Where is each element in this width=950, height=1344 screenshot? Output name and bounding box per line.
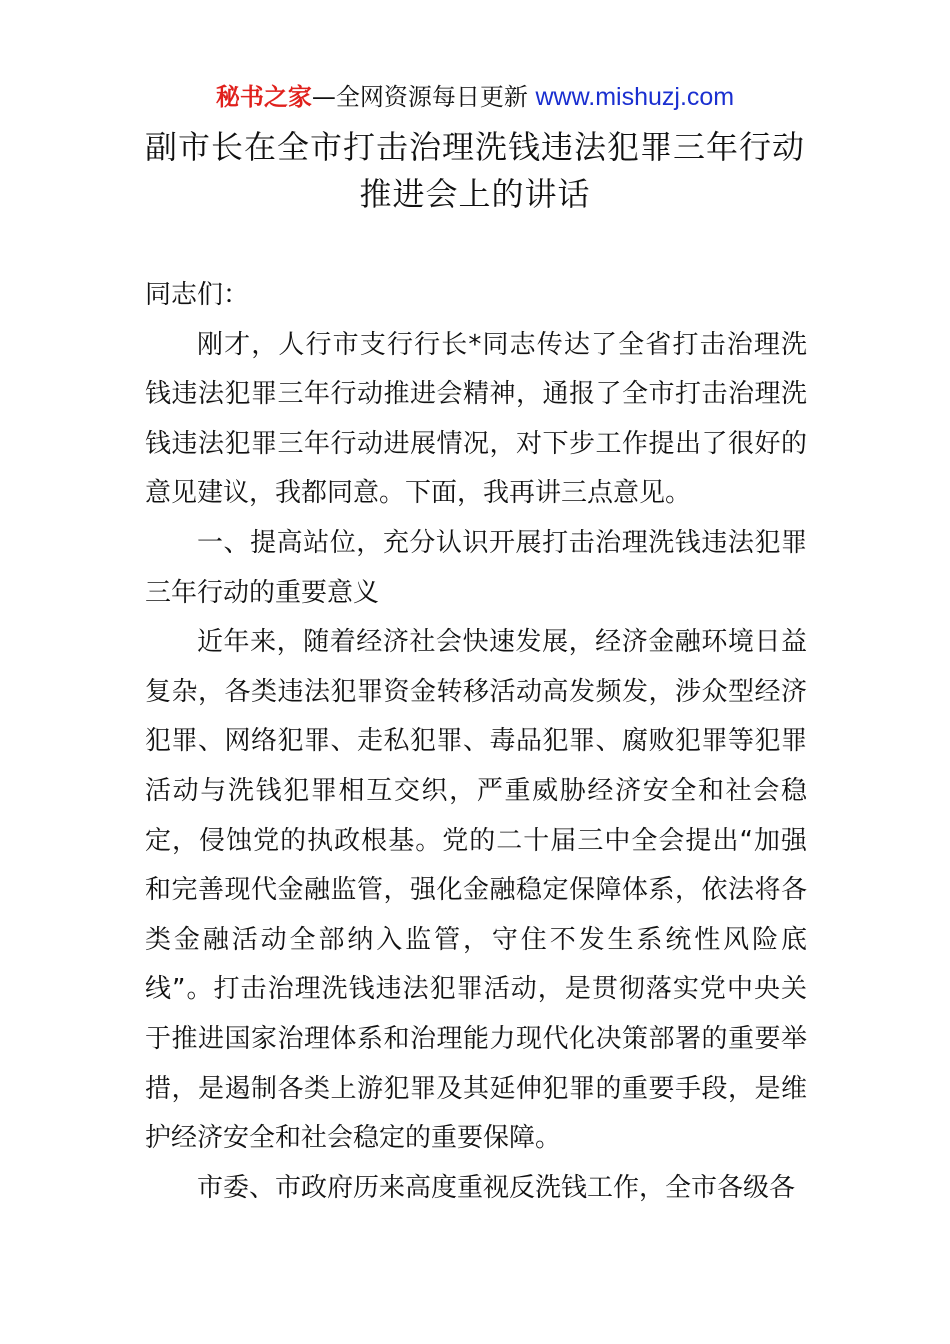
brand-name: 秘书之家	[215, 83, 312, 111]
section-heading-1: 一、提高站位，充分认识开展打击治理洗钱违法犯罪三年行动的重要意义	[145, 527, 807, 608]
paragraph-background: 近年来，随着经济社会快速发展，经济金融环境日益复杂，各类违法犯罪资金转移活动高发频发，涉众型经济犯罪、网络犯罪、走私犯罪、毒品犯罪、腐败犯罪等犯罪活动与洗钱犯罪相互交织，严重威胁经济安全和社会稳定，侵蚀党的执政根基。党的二十届三中全会提出“加强和完善现代金融监管，强化金融稳定保障体系，依法将各类金融活动全部纳入监管，守住不发生系统性风险底线”。打击治理洗钱违法犯罪活动，是贯彻落实党中央关于推进国家治理体系和治理能力现代化决策部署的重要举措，是遏制各类上游犯罪及其延伸犯罪的重要手段，是维护经济安全和社会稳定的重要保障。	[145, 627, 807, 1154]
header-tagline: —全网资源每日更新	[311, 83, 528, 111]
title-line-1: 副市长在全市打击治理洗钱违法犯罪三年行动	[144, 128, 805, 166]
paragraph-continuation: 市委、市政府历来高度重视反洗钱工作，全市各级各	[197, 1172, 796, 1203]
site-header	[0, 80, 950, 114]
document-title	[0, 124, 950, 218]
salutation: 同志们：	[145, 280, 250, 310]
title-line-2: 推进会上的讲话	[359, 175, 591, 213]
document-body	[145, 271, 807, 1213]
site-url-link[interactable]: www.mishuzj.com	[535, 83, 735, 111]
paragraph-intro: 刚才，人行市支行行长*同志传达了全省打击治理洗钱违法犯罪三年行动推进会精神，通报了全市打击治理洗钱违法犯罪三年行动进展情况，对下步工作提出了很好的意见建议，我都同意。下面，我再讲三点意见。	[145, 329, 807, 509]
